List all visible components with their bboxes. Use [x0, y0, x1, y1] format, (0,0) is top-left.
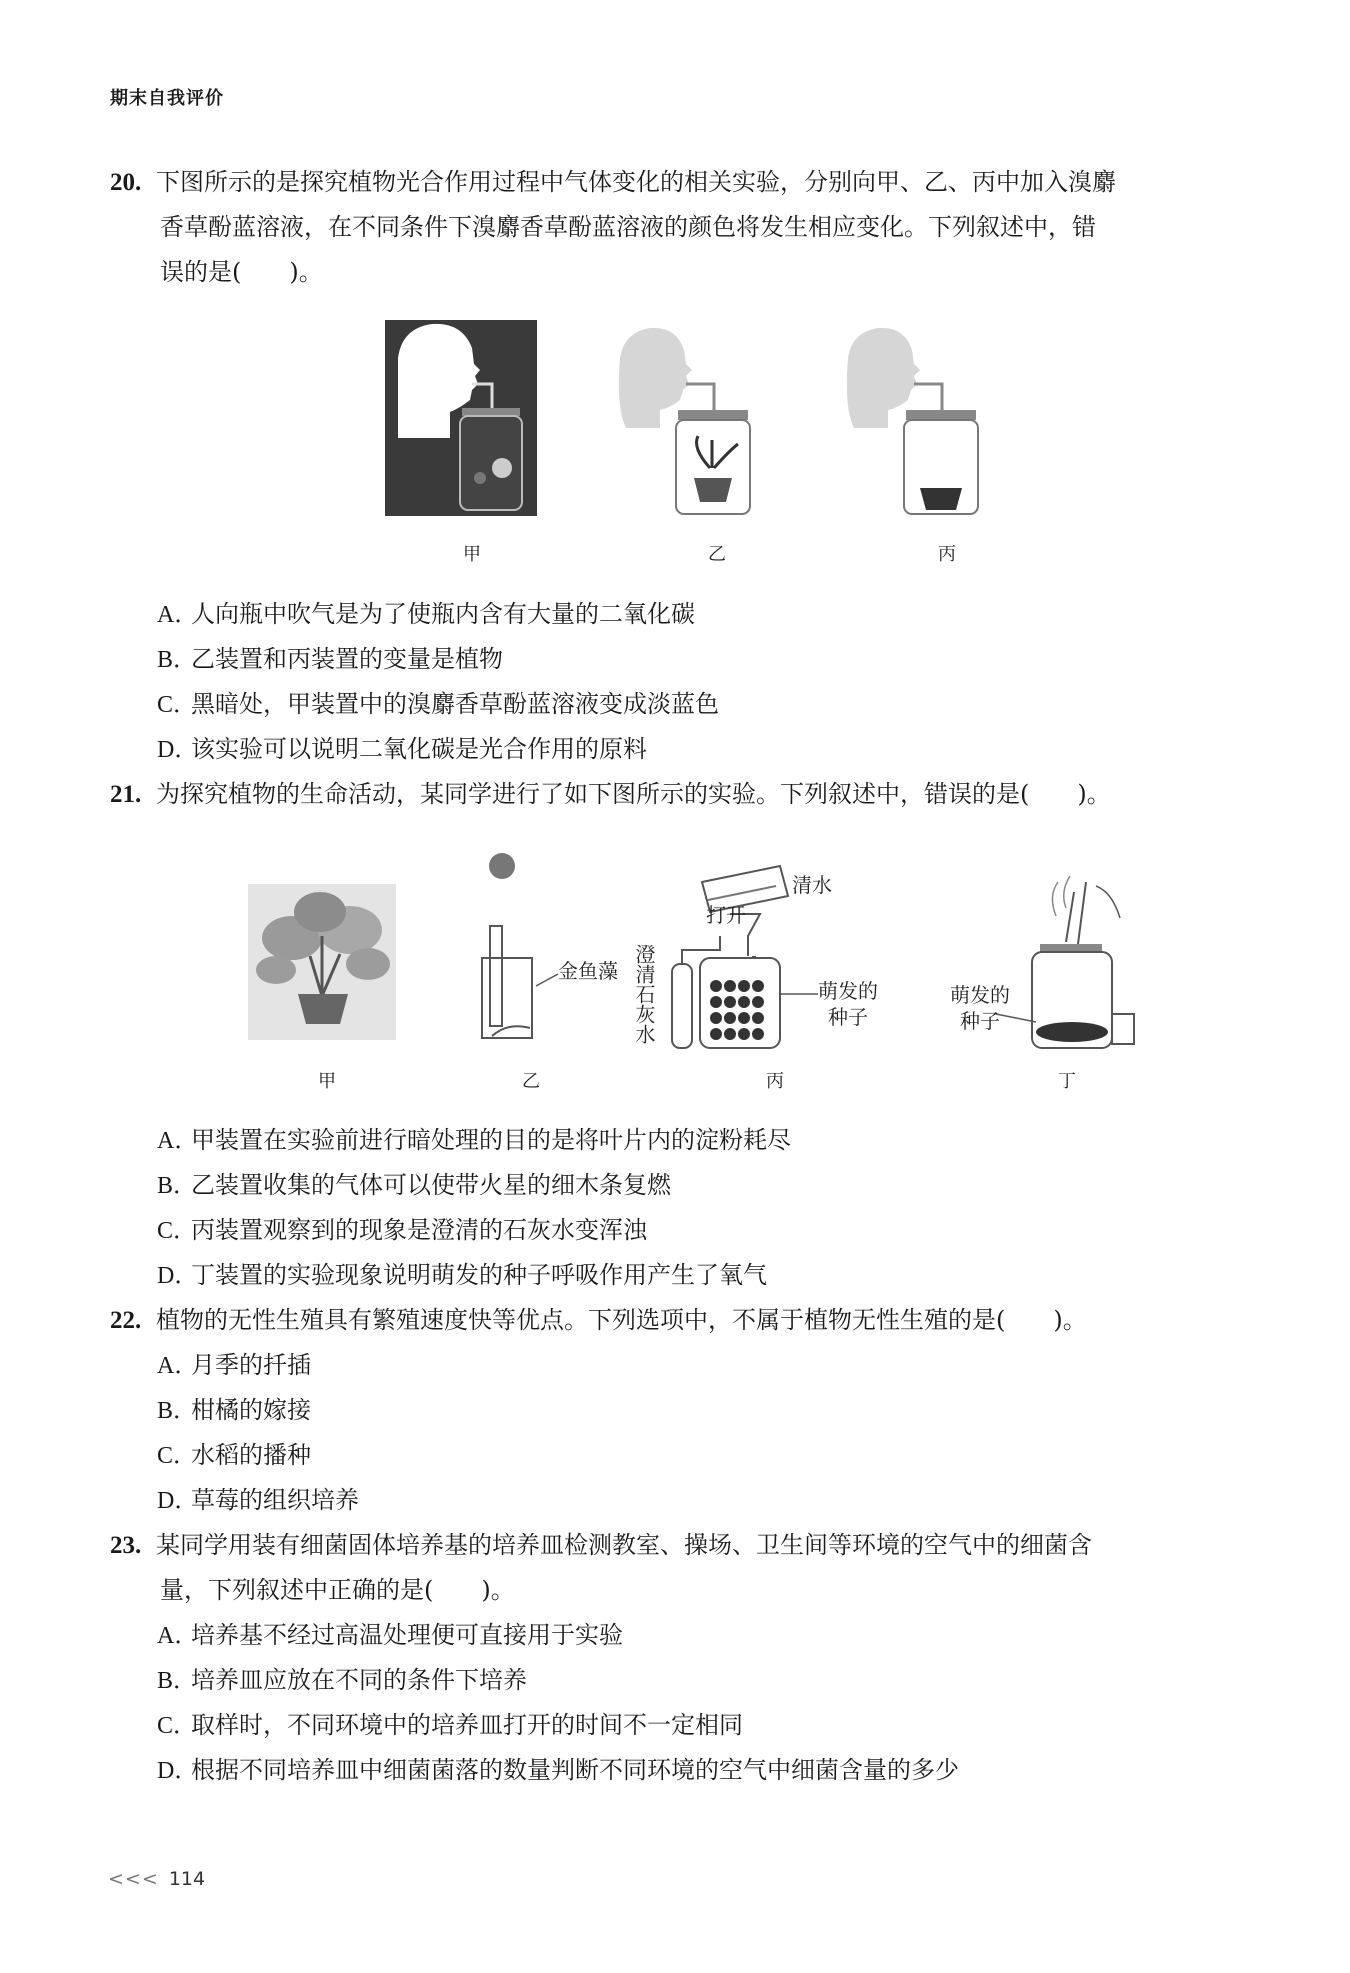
label-daka: 打开	[706, 903, 746, 927]
question-number: 23.	[110, 1532, 142, 1559]
option-b: B．乙装置和丙装置的变量是植物	[157, 645, 503, 673]
option-c: C．水稻的播种	[157, 1441, 311, 1469]
question-number: 20.	[110, 169, 142, 196]
caption-jia: 甲	[318, 1071, 336, 1092]
apparatus-jia	[385, 320, 537, 516]
apparatus-yi	[619, 328, 750, 514]
question-number: 21.	[110, 781, 142, 808]
question-line: 量，下列叙述中正确的是( )。	[160, 1576, 515, 1604]
caption-jia: 甲	[463, 544, 481, 565]
page-number: 114	[168, 1868, 206, 1890]
option-b: B．柑橘的嫁接	[157, 1396, 311, 1424]
label-qingshui: 清水	[792, 873, 832, 897]
page-header: 期末自我评价	[110, 88, 224, 109]
question-line: 下图所示的是探究植物光合作用过程中气体变化的相关实验，分别向甲、乙、丙中加入溴麝	[156, 168, 1116, 196]
option-b: B．培养皿应放在不同的条件下培养	[157, 1666, 527, 1694]
option-d: D．草莓的组织培养	[157, 1486, 359, 1514]
apparatus-jia-plant	[248, 884, 396, 1040]
caption-ding: 丁	[1058, 1071, 1076, 1092]
question-23	[110, 1523, 1240, 1613]
apparatus-bing	[847, 328, 978, 514]
apparatus-bing-bottle	[580, 866, 818, 1048]
option-d: D．该实验可以说明二氧化碳是光合作用的原料	[157, 735, 647, 763]
caption-yi: 乙	[522, 1071, 540, 1092]
question-line: 植物的无性生殖具有繁殖速度快等优点。下列选项中，不属于植物无性生殖的是( )。	[156, 1306, 1087, 1334]
figure-q21	[240, 846, 1160, 1056]
apparatus-ding-bottle	[996, 876, 1134, 1048]
caption-bing: 丙	[766, 1071, 784, 1092]
question-line: 香草酚蓝溶液，在不同条件下溴麝香草酚蓝溶液的颜色将发生相应变化。下列叙述中，错	[160, 213, 1096, 241]
question-22	[110, 1298, 1240, 1343]
option-c: C．取样时，不同环境中的培养皿打开的时间不一定相同	[157, 1711, 743, 1739]
option-d: D．根据不同培养皿中细菌菌落的数量判断不同环境的空气中细菌含量的多少	[157, 1756, 959, 1784]
option-d: D．丁装置的实验现象说明萌发的种子呼吸作用产生了氧气	[157, 1261, 767, 1289]
label-mengfa-ding-2: 种子	[960, 1009, 1000, 1033]
option-a: A．甲装置在实验前进行暗处理的目的是将叶片内的淀粉耗尽	[157, 1126, 791, 1154]
question-line: 为探究植物的生命活动，某同学进行了如下图所示的实验。下列叙述中，错误的是( )。	[156, 780, 1111, 808]
option-c: C．丙装置观察到的现象是澄清的石灰水变浑浊	[157, 1216, 647, 1244]
caption-bing: 丙	[938, 544, 956, 565]
label-mengfa-ding-1: 萌发的	[950, 983, 1010, 1007]
option-a: A．培养基不经过高温处理便可直接用于实验	[157, 1621, 623, 1649]
question-line: 误的是( )。	[160, 258, 323, 286]
option-b: B．乙装置收集的气体可以使带火星的细木条复燃	[157, 1171, 671, 1199]
figure-q20	[380, 318, 1020, 528]
page-footer	[108, 1868, 205, 1890]
label-mengfa-bing-2: 种子	[828, 1005, 868, 1029]
apparatus-yi-beaker	[482, 853, 558, 1038]
footer-arrows: <<<	[108, 1868, 159, 1890]
question-21	[110, 772, 1240, 817]
question-line: 某同学用装有细菌固体培养基的培养皿检测教室、操场、卫生间等环境的空气中的细菌含	[156, 1531, 1092, 1559]
option-c: C．黑暗处，甲装置中的溴麝香草酚蓝溶液变成淡蓝色	[157, 690, 719, 718]
label-mengfa-bing-1: 萌发的	[818, 979, 878, 1003]
option-a: A．人向瓶中吹气是为了使瓶内含有大量的二氧化碳	[157, 600, 695, 628]
question-number: 22.	[110, 1307, 142, 1334]
label-jinyuzao: 金鱼藻	[558, 959, 618, 983]
label-chengqing: 澄清石灰水	[632, 944, 656, 1044]
question-20	[110, 160, 1240, 295]
option-a: A．月季的扦插	[157, 1351, 311, 1379]
caption-yi: 乙	[708, 544, 726, 565]
